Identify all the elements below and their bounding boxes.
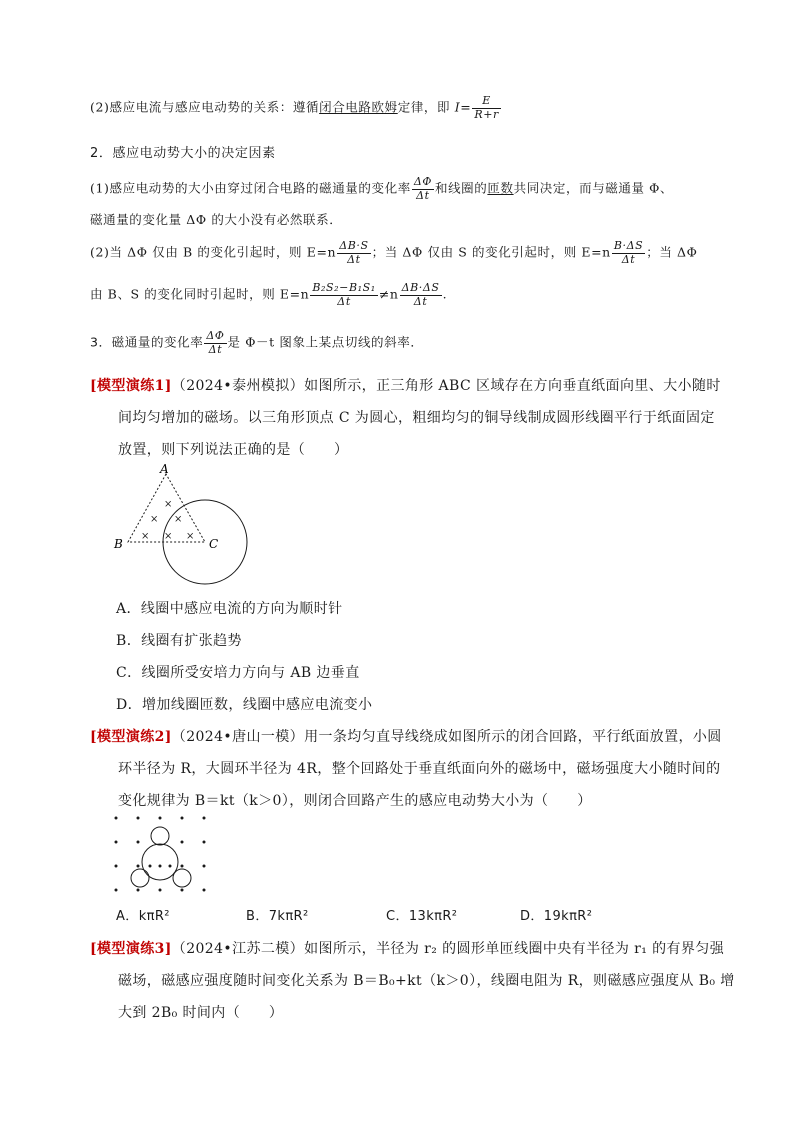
q3-line1: [模型演练3]（2024•江苏二模）如图所示，半径为 r₂ 的圆形单匝线圈中央有半径为 r₁ 的有界匀强 xyxy=(90,941,725,957)
svg-text:×: × xyxy=(164,531,173,542)
q1-figure xyxy=(108,460,258,590)
field-cross-marks xyxy=(141,499,194,542)
q2-option-d: D．19kπR² xyxy=(520,909,593,924)
label-b: B xyxy=(114,537,123,551)
q2-tag: [模型演练2] xyxy=(90,729,172,745)
intro-s1-line1: (1)感应电动势的大小由穿过闭合电路的磁通量的变化率 $\frac{\Delta\Phi}{\Delta t}$ 和线圈的匝数共同决定，而与磁通量 Φ、 xyxy=(90,175,674,202)
q2-line1: [模型演练2]（2024•唐山一模）用一条均匀直导线绕成如图所示的闭合回路，平行纸面放置，小圆 xyxy=(90,729,722,745)
q1-line2: 间均匀增加的磁场。以三角形顶点 C 为圆心，粗细均匀的铜导线制成圆形线圈平行于纸面固定 xyxy=(118,410,715,426)
label-a: A xyxy=(160,462,169,476)
q1-option-d: D．增加线圈匝数，线圈中感应电流变小 xyxy=(116,697,373,713)
label-c: C xyxy=(209,537,219,551)
large-loop xyxy=(142,844,178,880)
ohm-law-fraction: $\frac{E}{R+r}$ xyxy=(474,94,499,121)
formula-dbds-fraction: $\frac{\Delta B\cdot\Delta S}{\Delta t}$ xyxy=(401,281,440,308)
section-2-title: 2．感应电动势大小的决定因素 xyxy=(90,146,276,161)
q3-line2: 磁场，磁感应强度随时间变化关系为 B＝B₀+kt（k＞0），线圈电阻为 R，则磁感应强度从 B₀ 增 xyxy=(118,973,735,989)
svg-text:×: × xyxy=(164,499,173,510)
q3-tag: [模型演练3] xyxy=(90,941,172,957)
q1-option-b: B．线圈有扩张趋势 xyxy=(116,633,242,649)
q1-option-a: A．线圈中感应电流的方向为顺时针 xyxy=(116,601,343,617)
svg-text:×: × xyxy=(174,514,183,525)
intro-s2-line1: (2)当 ΔΦ 仅由 B 的变化引起时，则 E=n $\frac{\Delta B\cdot S}{\Delta t}$ ；当 ΔΦ 仅由 S 的变化引起时，则 E=n $\frac{B\cdot\Delta S}{\Delta t}$ ；当 ΔΦ xyxy=(90,239,698,266)
svg-text:×: × xyxy=(141,531,150,542)
small-loop-right xyxy=(173,869,191,887)
small-loop-left xyxy=(131,869,149,887)
q2-option-a: A．kπR² xyxy=(116,909,170,924)
small-loop-top xyxy=(151,827,169,845)
q1-tag: [模型演练1] xyxy=(90,378,172,394)
q2-figure xyxy=(110,812,230,898)
q2-option-c: C．13kπR² xyxy=(386,909,458,924)
q3-line3: 大到 2B₀ 时间内（ ） xyxy=(118,1005,284,1021)
flux-rate-fraction: $\frac{\Delta\Phi}{\Delta t}$ xyxy=(413,175,432,202)
q1-line1: [模型演练1]（2024•泰州模拟）如图所示，正三角形 ABC 区域存在方向垂直纸面向里、大小随时 xyxy=(90,378,721,394)
formula-ds-fraction: $\frac{B\cdot\Delta S}{\Delta t}$ xyxy=(613,239,644,266)
intro-s1-line2: 磁通量的变化量 ΔΦ 的大小没有必然联系． xyxy=(90,212,343,227)
svg-text:×: × xyxy=(186,531,195,542)
formula-db-fraction: $\frac{\Delta B\cdot S}{\Delta t}$ xyxy=(339,239,369,266)
intro-s2-line2: 由 B、S 的变化同时引起时，则 E=n $\frac{\text{B₂S₂−B₁S₁}}{\Delta t}$ ≠n $\frac{\Delta B\cdot\Delta S}{\Delta t}$ . xyxy=(90,281,448,308)
q2-line3: 变化规律为 B＝kt（k＞0），则闭合回路产生的感应电动势大小为（ ） xyxy=(118,793,592,809)
formula-bs-fraction: $\frac{\text{B₂S₂−B₁S₁}}{\Delta t}$ xyxy=(312,281,376,308)
q2-line2: 环半径为 R，大圆环半径为 4R，整个回路处于垂直纸面向外的磁场中，磁场强度大小随时间的 xyxy=(118,761,721,777)
svg-text:×: × xyxy=(150,514,159,525)
intro-p2: (2)感应电流与感应电动势的关系：遵循闭合电路欧姆定律，即 I= $\frac{E}{R+r}$ xyxy=(90,94,499,121)
q1-line3: 放置，则下列说法正确的是（ ） xyxy=(118,442,349,458)
sec3-fraction: $\frac{\Delta\Phi}{\Delta t}$ xyxy=(206,329,225,356)
q1-option-c: C．线圈所受安培力方向与 AB 边垂直 xyxy=(116,665,360,681)
section-3: 3．磁通量的变化率 $\frac{\Delta\Phi}{\Delta t}$ 是 Φ－t 图象上某点切线的斜率． xyxy=(90,329,424,356)
q2-option-b: B．7kπR² xyxy=(246,909,309,924)
